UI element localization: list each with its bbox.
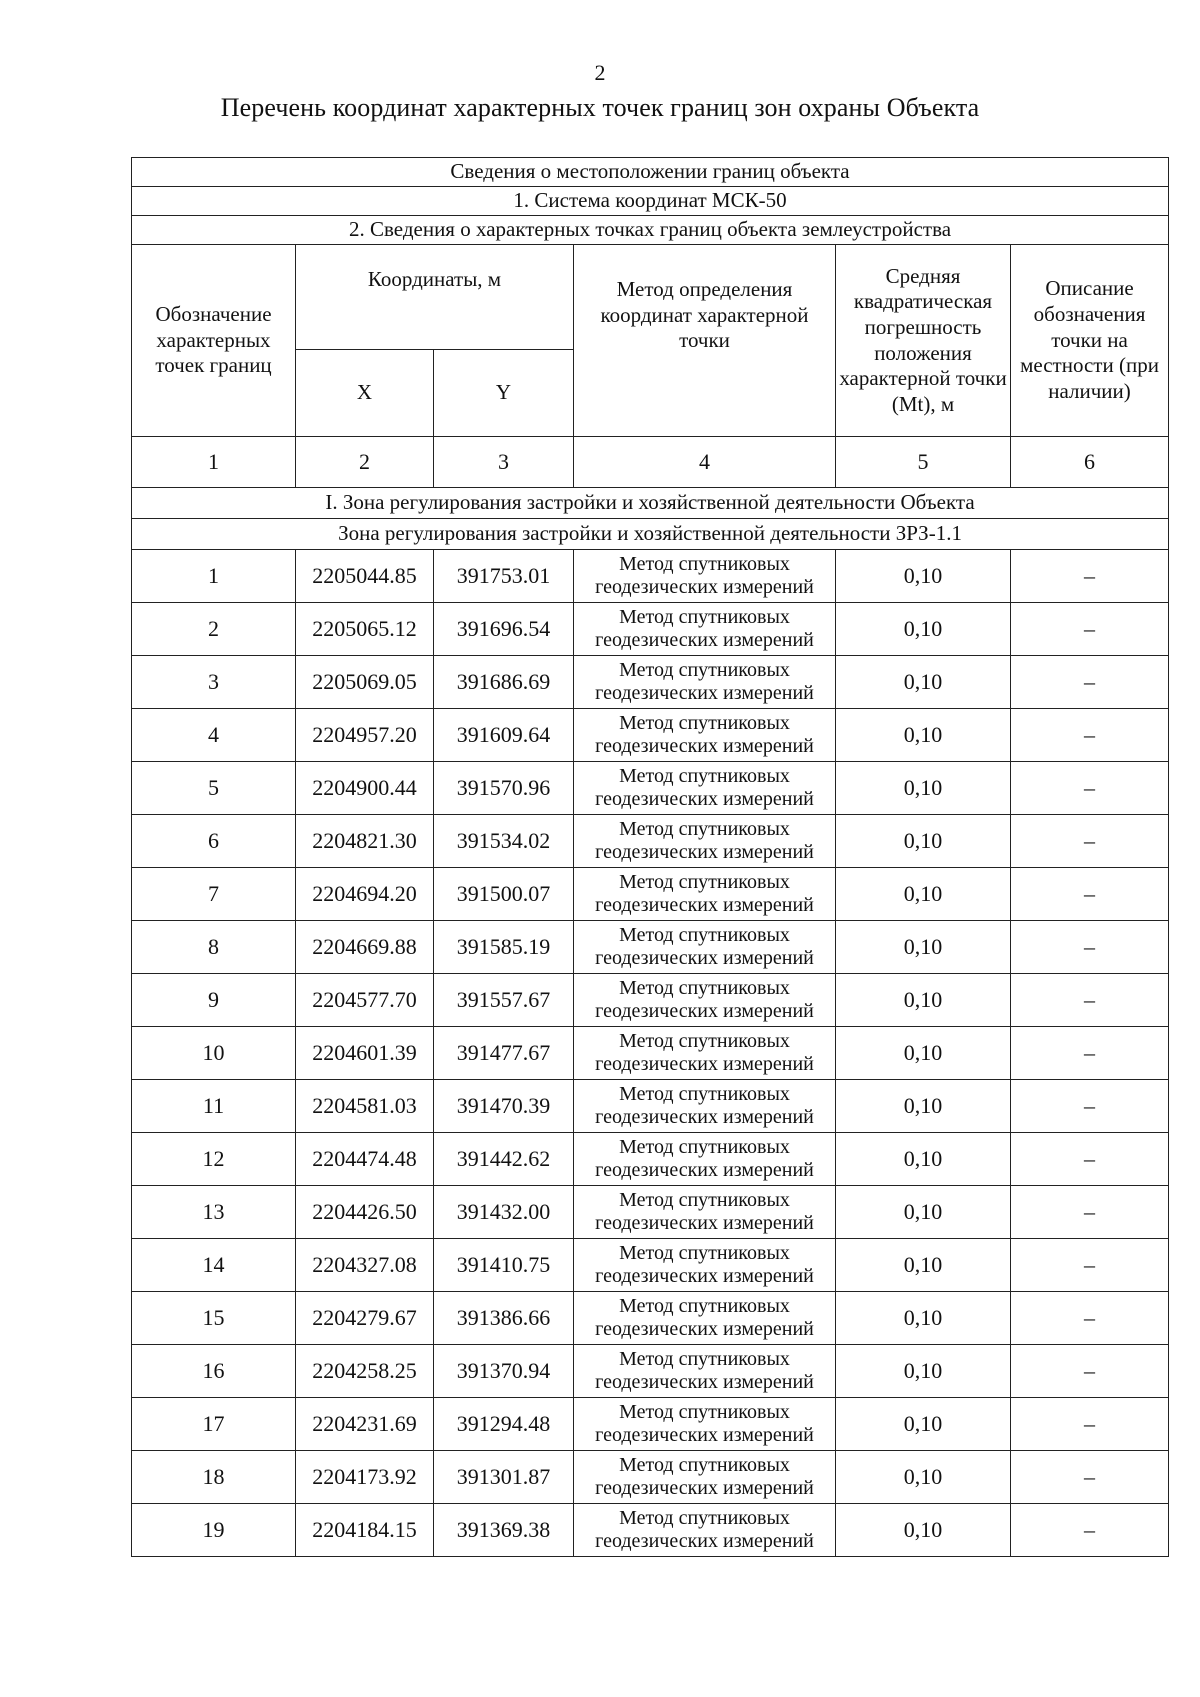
column-number: 2 (296, 437, 434, 488)
point-number-cell: 19 (132, 1504, 296, 1557)
description-cell: – (1011, 656, 1169, 709)
error-cell: 0,10 (836, 550, 1011, 603)
x-coordinate-cell: 2205044.85 (296, 550, 434, 603)
point-number-cell: 12 (132, 1133, 296, 1186)
error-cell: 0,10 (836, 1080, 1011, 1133)
method-cell: Метод спутниковых геодезических измерений (574, 1398, 836, 1451)
x-coordinate-cell: 2204173.92 (296, 1451, 434, 1504)
x-coordinate-cell: 2204821.30 (296, 815, 434, 868)
header-coordinate-system: 1. Система координат МСК-50 (132, 187, 1169, 216)
table-row (132, 656, 1169, 709)
table-row (132, 550, 1169, 603)
x-coordinate-cell: 2204669.88 (296, 921, 434, 974)
y-coordinate-cell: 391500.07 (434, 868, 574, 921)
column-header-row (132, 245, 1169, 350)
error-cell: 0,10 (836, 1504, 1011, 1557)
column-header-description: Описание обозначения точки на местности (при наличии) (1011, 245, 1169, 437)
method-cell: Метод спутниковых геодезических измерений (574, 1027, 836, 1080)
error-cell: 0,10 (836, 974, 1011, 1027)
y-coordinate-cell: 391570.96 (434, 762, 574, 815)
table-row (132, 1451, 1169, 1504)
subzone-title: Зона регулирования застройки и хозяйственной деятельности ЗРЗ-1.1 (132, 519, 1169, 550)
point-number-cell: 13 (132, 1186, 296, 1239)
error-cell: 0,10 (836, 1186, 1011, 1239)
method-cell: Метод спутниковых геодезических измерений (574, 1133, 836, 1186)
column-number: 6 (1011, 437, 1169, 488)
point-number-cell: 6 (132, 815, 296, 868)
description-cell: – (1011, 1451, 1169, 1504)
point-number-cell: 15 (132, 1292, 296, 1345)
table-row (132, 1133, 1169, 1186)
y-coordinate-cell: 391294.48 (434, 1398, 574, 1451)
table-row (132, 603, 1169, 656)
error-cell: 0,10 (836, 709, 1011, 762)
method-cell: Метод спутниковых геодезических измерений (574, 603, 836, 656)
subzone-title-row (132, 519, 1169, 550)
description-cell: – (1011, 603, 1169, 656)
document-title: Перечень координат характерных точек границ зон охраны Объекта (220, 93, 980, 122)
x-coordinate-cell: 2204184.15 (296, 1504, 434, 1557)
description-cell: – (1011, 868, 1169, 921)
point-number-cell: 14 (132, 1239, 296, 1292)
y-coordinate-cell: 391432.00 (434, 1186, 574, 1239)
x-coordinate-cell: 2204327.08 (296, 1239, 434, 1292)
x-coordinate-cell: 2204258.25 (296, 1345, 434, 1398)
method-cell: Метод спутниковых геодезических измерений (574, 550, 836, 603)
description-cell: – (1011, 1186, 1169, 1239)
table-row (132, 921, 1169, 974)
description-cell: – (1011, 815, 1169, 868)
method-cell: Метод спутниковых геодезических измерений (574, 974, 836, 1027)
error-cell: 0,10 (836, 762, 1011, 815)
zone-title: I. Зона регулирования застройки и хозяйственной деятельности Объекта (132, 488, 1169, 519)
description-cell: – (1011, 762, 1169, 815)
x-coordinate-cell: 2204694.20 (296, 868, 434, 921)
error-cell: 0,10 (836, 656, 1011, 709)
point-number-cell: 11 (132, 1080, 296, 1133)
error-cell: 0,10 (836, 1239, 1011, 1292)
description-cell: – (1011, 1398, 1169, 1451)
method-cell: Метод спутниковых геодезических измерений (574, 1080, 836, 1133)
y-coordinate-cell: 391686.69 (434, 656, 574, 709)
column-header-coordinates: Координаты, м (296, 245, 574, 350)
method-cell: Метод спутниковых геодезических измерений (574, 656, 836, 709)
y-coordinate-cell: 391470.39 (434, 1080, 574, 1133)
y-coordinate-cell: 391753.01 (434, 550, 574, 603)
x-coordinate-cell: 2204474.48 (296, 1133, 434, 1186)
column-header-point: Обозначение характерных точек границ (132, 245, 296, 437)
error-cell: 0,10 (836, 603, 1011, 656)
point-number-cell: 18 (132, 1451, 296, 1504)
column-number: 1 (132, 437, 296, 488)
table-row (132, 1345, 1169, 1398)
table-row (132, 1186, 1169, 1239)
method-cell: Метод спутниковых геодезических измерений (574, 815, 836, 868)
error-cell: 0,10 (836, 868, 1011, 921)
table-row (132, 868, 1169, 921)
header-location-info: Сведения о местоположении границ объекта (132, 158, 1169, 187)
y-coordinate-cell: 391301.87 (434, 1451, 574, 1504)
y-coordinate-cell: 391386.66 (434, 1292, 574, 1345)
column-header-error: Средняя квадратическая погрешность положения характерной точки (Mt), м (836, 245, 1011, 437)
error-cell: 0,10 (836, 815, 1011, 868)
x-coordinate-cell: 2204581.03 (296, 1080, 434, 1133)
point-number-cell: 4 (132, 709, 296, 762)
point-number-cell: 2 (132, 603, 296, 656)
method-cell: Метод спутниковых геодезических измерений (574, 762, 836, 815)
header-points-info: 2. Сведения о характерных точках границ объекта землеустройства (132, 216, 1169, 245)
y-coordinate-cell: 391534.02 (434, 815, 574, 868)
y-coordinate-cell: 391369.38 (434, 1504, 574, 1557)
column-header-x: X (296, 350, 434, 437)
error-cell: 0,10 (836, 1345, 1011, 1398)
point-number-cell: 1 (132, 550, 296, 603)
y-coordinate-cell: 391477.67 (434, 1027, 574, 1080)
description-cell: – (1011, 974, 1169, 1027)
method-cell: Метод спутниковых геодезических измерений (574, 1451, 836, 1504)
page-number: 2 (594, 60, 606, 85)
point-number-cell: 3 (132, 656, 296, 709)
x-coordinate-cell: 2204577.70 (296, 974, 434, 1027)
description-cell: – (1011, 1133, 1169, 1186)
description-cell: – (1011, 550, 1169, 603)
description-cell: – (1011, 1292, 1169, 1345)
point-number-cell: 17 (132, 1398, 296, 1451)
point-number-cell: 7 (132, 868, 296, 921)
y-coordinate-cell: 391442.62 (434, 1133, 574, 1186)
x-coordinate-cell: 2205065.12 (296, 603, 434, 656)
y-coordinate-cell: 391557.67 (434, 974, 574, 1027)
y-coordinate-cell: 391370.94 (434, 1345, 574, 1398)
description-cell: – (1011, 1345, 1169, 1398)
error-cell: 0,10 (836, 1398, 1011, 1451)
error-cell: 0,10 (836, 921, 1011, 974)
method-cell: Метод спутниковых геодезических измерений (574, 709, 836, 762)
x-coordinate-cell: 2204279.67 (296, 1292, 434, 1345)
method-cell: Метод спутниковых геодезических измерений (574, 1345, 836, 1398)
x-coordinate-cell: 2204900.44 (296, 762, 434, 815)
table-row (132, 1504, 1169, 1557)
x-coordinate-cell: 2204957.20 (296, 709, 434, 762)
header-row-points-info (132, 216, 1169, 245)
description-cell: – (1011, 921, 1169, 974)
y-coordinate-cell: 391609.64 (434, 709, 574, 762)
error-cell: 0,10 (836, 1451, 1011, 1504)
table-row (132, 1292, 1169, 1345)
zone-title-row (132, 488, 1169, 519)
description-cell: – (1011, 709, 1169, 762)
column-number: 3 (434, 437, 574, 488)
error-cell: 0,10 (836, 1133, 1011, 1186)
coordinates-table (131, 157, 1169, 1557)
header-row-location (132, 158, 1169, 187)
x-coordinate-cell: 2204426.50 (296, 1186, 434, 1239)
x-coordinate-cell: 2204231.69 (296, 1398, 434, 1451)
table-row (132, 1239, 1169, 1292)
table-row (132, 1027, 1169, 1080)
description-cell: – (1011, 1027, 1169, 1080)
column-number-row (132, 437, 1169, 488)
description-cell: – (1011, 1080, 1169, 1133)
table-row (132, 1080, 1169, 1133)
error-cell: 0,10 (836, 1027, 1011, 1080)
table-row (132, 762, 1169, 815)
method-cell: Метод спутниковых геодезических измерений (574, 868, 836, 921)
column-header-y: Y (434, 350, 574, 437)
column-number: 4 (574, 437, 836, 488)
x-coordinate-cell: 2204601.39 (296, 1027, 434, 1080)
method-cell: Метод спутниковых геодезических измерений (574, 1292, 836, 1345)
column-header-method: Метод определения координат характерной точки (574, 245, 836, 437)
error-cell: 0,10 (836, 1292, 1011, 1345)
method-cell: Метод спутниковых геодезических измерений (574, 1239, 836, 1292)
point-number-cell: 10 (132, 1027, 296, 1080)
description-cell: – (1011, 1504, 1169, 1557)
y-coordinate-cell: 391585.19 (434, 921, 574, 974)
x-coordinate-cell: 2205069.05 (296, 656, 434, 709)
point-number-cell: 5 (132, 762, 296, 815)
table-row (132, 974, 1169, 1027)
description-cell: – (1011, 1239, 1169, 1292)
point-number-cell: 16 (132, 1345, 296, 1398)
table-row (132, 1398, 1169, 1451)
point-number-cell: 8 (132, 921, 296, 974)
y-coordinate-cell: 391696.54 (434, 603, 574, 656)
y-coordinate-cell: 391410.75 (434, 1239, 574, 1292)
method-cell: Метод спутниковых геодезических измерений (574, 921, 836, 974)
method-cell: Метод спутниковых геодезических измерений (574, 1186, 836, 1239)
table-row (132, 815, 1169, 868)
column-number: 5 (836, 437, 1011, 488)
table-row (132, 709, 1169, 762)
method-cell: Метод спутниковых геодезических измерений (574, 1504, 836, 1557)
point-number-cell: 9 (132, 974, 296, 1027)
header-row-coordinate-system (132, 187, 1169, 216)
